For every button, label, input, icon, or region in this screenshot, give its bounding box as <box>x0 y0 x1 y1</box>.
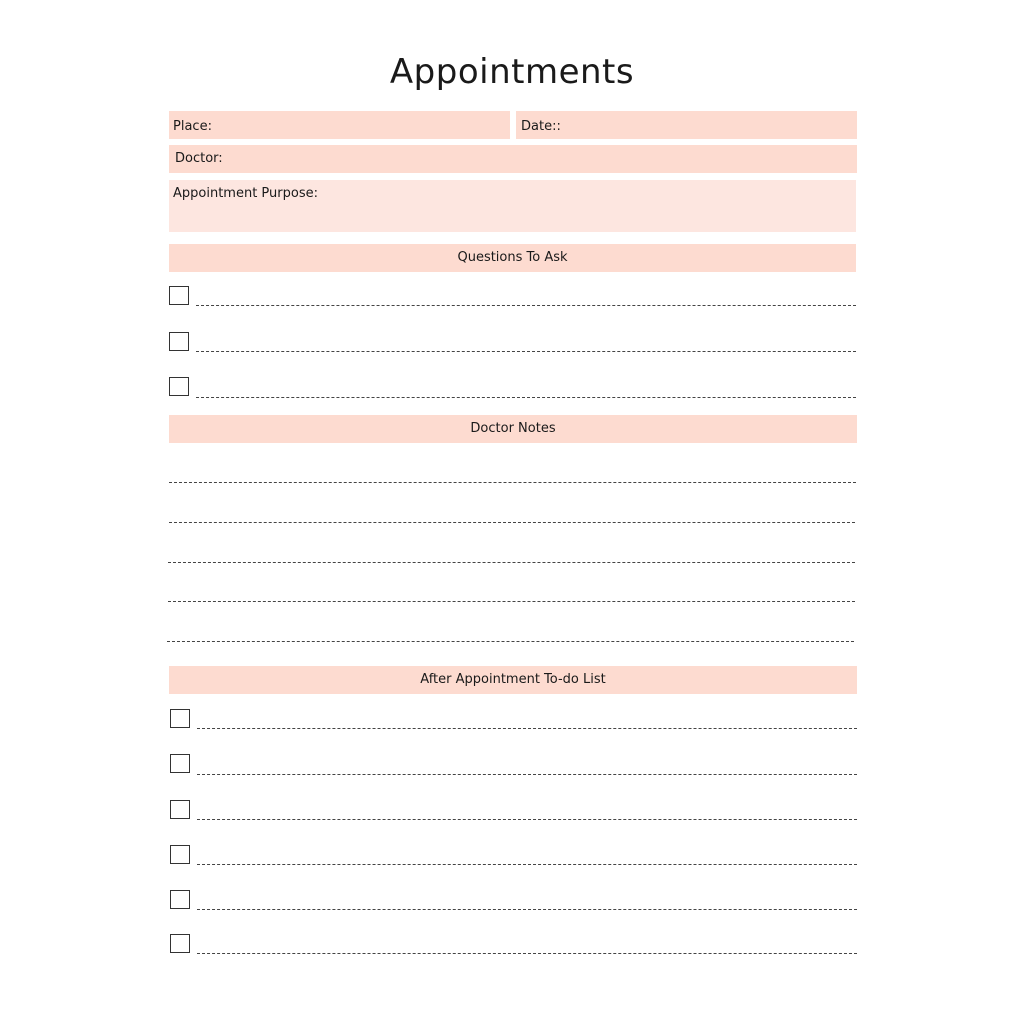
todo-5-checkbox[interactable] <box>170 890 190 909</box>
doctor-notes-line-3[interactable] <box>168 562 855 563</box>
doctor-notes-line-2[interactable] <box>169 522 855 523</box>
todo-5-line[interactable] <box>197 909 857 910</box>
doctor-notes-section-header: Doctor Notes <box>169 415 857 443</box>
place-label: Place: <box>173 119 212 134</box>
question-1-line[interactable] <box>196 305 856 306</box>
todo-3-line[interactable] <box>197 819 857 820</box>
todo-6-checkbox[interactable] <box>170 934 190 953</box>
appointment-purpose-field[interactable] <box>169 180 856 232</box>
doctor-label: Doctor: <box>175 151 223 166</box>
date-label: Date:: <box>521 119 561 134</box>
doctor-notes-line-4[interactable] <box>168 601 855 602</box>
doctor-notes-line-5[interactable] <box>167 641 854 642</box>
page-title: Appointments <box>389 52 635 92</box>
question-2-line[interactable] <box>196 351 856 352</box>
questions-section-header: Questions To Ask <box>169 244 856 272</box>
date-field[interactable] <box>516 111 857 139</box>
question-3-line[interactable] <box>196 397 856 398</box>
question-1-checkbox[interactable] <box>169 286 189 305</box>
todo-1-checkbox[interactable] <box>170 709 190 728</box>
todo-6-line[interactable] <box>197 953 857 954</box>
appointment-purpose-label: Appointment Purpose: <box>173 186 318 201</box>
place-field[interactable] <box>169 111 510 139</box>
question-3-checkbox[interactable] <box>169 377 189 396</box>
doctor-field[interactable] <box>169 145 857 173</box>
todo-1-line[interactable] <box>197 728 857 729</box>
todo-2-checkbox[interactable] <box>170 754 190 773</box>
question-2-checkbox[interactable] <box>169 332 189 351</box>
todo-section-header: After Appointment To-do List <box>169 666 857 694</box>
todo-2-line[interactable] <box>197 774 857 775</box>
todo-4-checkbox[interactable] <box>170 845 190 864</box>
todo-4-line[interactable] <box>197 864 857 865</box>
doctor-notes-line-1[interactable] <box>169 482 856 483</box>
todo-3-checkbox[interactable] <box>170 800 190 819</box>
